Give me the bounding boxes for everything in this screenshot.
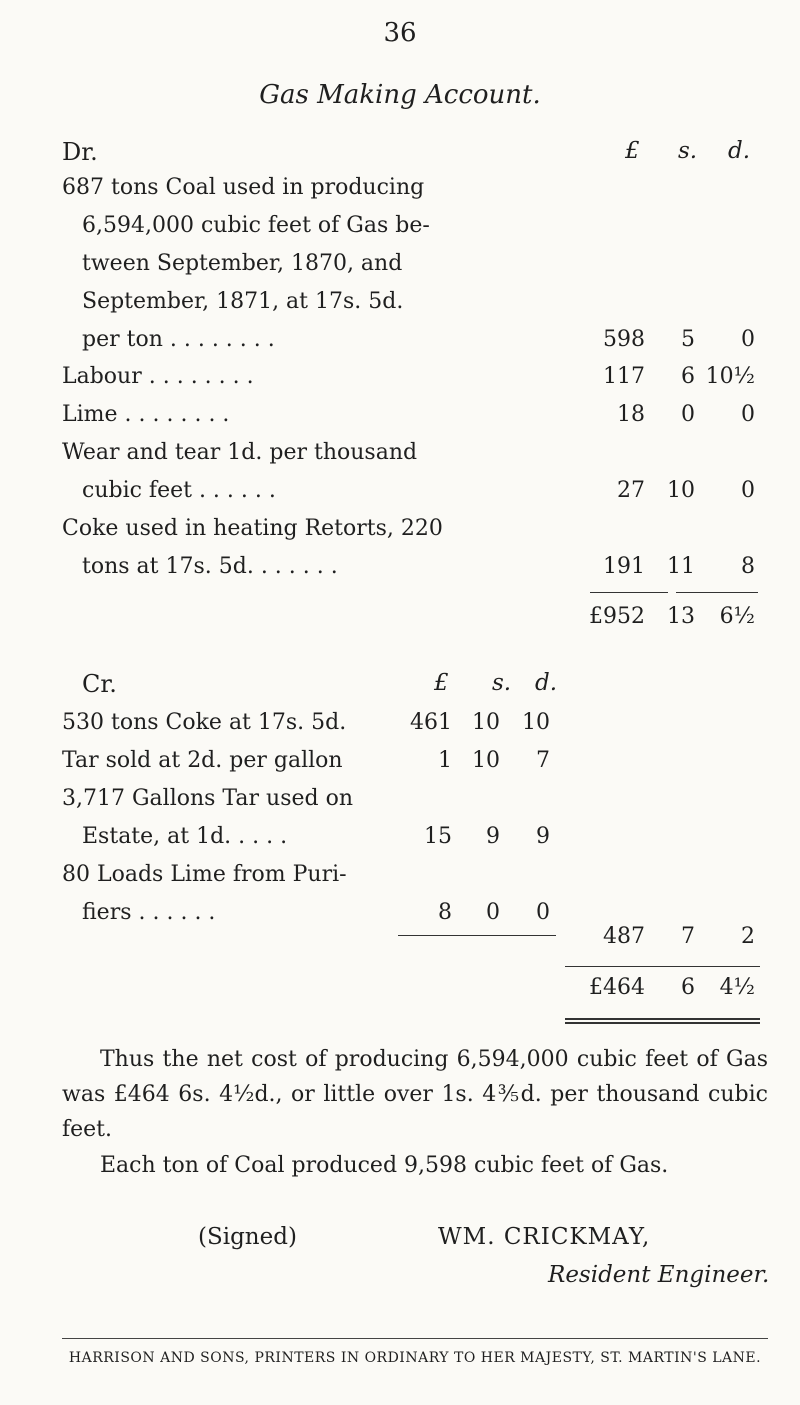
signatory-name: WM. CRICKMAY, xyxy=(438,1224,651,1250)
credit-line: Tar sold at 2d. per gallon xyxy=(62,748,343,773)
yield-paragraph: Each ton of Coal produced 9,598 cubic feet of Gas. xyxy=(100,1153,669,1178)
debit-amount-pounds: 18 xyxy=(617,402,645,427)
debit-line: per ton . . . . . . . . xyxy=(82,327,275,352)
credit-header-shillings: s. xyxy=(492,670,512,696)
debit-amount-shillings: 10 xyxy=(667,478,695,503)
debit-line: 6,594,000 cubic feet of Gas be- xyxy=(82,213,430,238)
debit-total-pence: 6½ xyxy=(719,604,755,629)
debit-amount-pence: 0 xyxy=(741,327,755,352)
credit-header-pounds: £ xyxy=(434,670,449,696)
credit-label: Cr. xyxy=(82,670,117,698)
debit-line: tons at 17s. 5d. . . . . . . xyxy=(82,554,338,579)
credit-amount-pence: 9 xyxy=(536,824,550,849)
debit-line: Wear and tear 1d. per thousand xyxy=(62,440,418,465)
net-total-pence: 4½ xyxy=(719,975,755,1000)
debit-amount-pence: 8 xyxy=(741,554,755,579)
debit-header-pence: d. xyxy=(728,138,751,164)
debit-amount-pounds: 598 xyxy=(603,327,645,352)
credit-total-pounds: 487 xyxy=(603,924,645,949)
credit-amount-pence: 7 xyxy=(536,748,550,773)
credit-amount-shillings: 0 xyxy=(486,900,500,925)
debit-total-pounds: £952 xyxy=(589,604,645,629)
credit-amount-pence: 0 xyxy=(536,900,550,925)
debit-amount-pence: 0 xyxy=(741,478,755,503)
net-total-shillings: 6 xyxy=(681,975,695,1000)
credit-total-shillings: 7 xyxy=(681,924,695,949)
credit-line: 530 tons Coke at 17s. 5d. xyxy=(62,710,347,735)
net-double-rule xyxy=(565,1018,760,1024)
credit-line: Estate, at 1d. . . . . xyxy=(82,824,288,849)
printer-imprint: HARRISON AND SONS, PRINTERS IN ORDINARY TO HER MAJESTY, ST. MARTIN'S LANE. xyxy=(68,1350,762,1366)
debit-line: Lime . . . . . . . . xyxy=(62,402,230,427)
debit-line: Labour . . . . . . . . xyxy=(62,364,254,389)
credit-amount-shillings: 10 xyxy=(472,710,500,735)
credit-header-pence: d. xyxy=(535,670,558,696)
debit-amount-shillings: 5 xyxy=(681,327,695,352)
net-total-pounds: £464 xyxy=(589,975,645,1000)
debit-amount-shillings: 11 xyxy=(667,554,695,579)
debit-amount-pence: 0 xyxy=(741,402,755,427)
credit-amount-pounds: 461 xyxy=(410,710,452,735)
net-rule xyxy=(565,966,760,967)
debit-line: Coke used in heating Retorts, 220 xyxy=(62,516,443,541)
credit-amount-shillings: 9 xyxy=(486,824,500,849)
debit-amount-shillings: 6 xyxy=(681,364,695,389)
footer-rule xyxy=(62,1338,768,1339)
debit-amount-pence: 10½ xyxy=(705,364,755,389)
debit-amount-pounds: 191 xyxy=(603,554,645,579)
credit-amount-pounds: 15 xyxy=(424,824,452,849)
summary-paragraph: Thus the net cost of producing 6,594,000 cubic feet of Gas was £464 6s. 4½d., or little over 1s. 4⅗d. per thousand cubic feet. xyxy=(62,1047,768,1142)
page-title: Gas Making Account. xyxy=(259,80,541,110)
subtotal-rule xyxy=(676,592,758,593)
credit-line: 80 Loads Lime from Puri- xyxy=(62,862,347,887)
credit-amount-shillings: 10 xyxy=(472,748,500,773)
debit-line: September, 1871, at 17s. 5d. xyxy=(82,289,404,314)
signatory-role: Resident Engineer. xyxy=(548,1262,770,1288)
signed-label: (Signed) xyxy=(198,1224,297,1250)
debit-total-shillings: 13 xyxy=(667,604,695,629)
debit-line: tween September, 1870, and xyxy=(82,251,403,276)
subtotal-rule xyxy=(590,592,668,593)
credit-subtotal-rule xyxy=(398,935,556,936)
credit-total-pence: 2 xyxy=(741,924,755,949)
debit-line: 687 tons Coal used in producing xyxy=(62,175,425,200)
credit-amount-pounds: 1 xyxy=(438,748,452,773)
debit-line: cubic feet . . . . . . xyxy=(82,478,276,503)
debit-amount-pounds: 27 xyxy=(617,478,645,503)
page-number: 36 xyxy=(383,18,417,48)
debit-amount-pounds: 117 xyxy=(603,364,645,389)
debit-header-shillings: s. xyxy=(678,138,698,164)
credit-line: 3,717 Gallons Tar used on xyxy=(62,786,353,811)
credit-line: fiers . . . . . . xyxy=(82,900,216,925)
credit-amount-pence: 10 xyxy=(522,710,550,735)
debit-label: Dr. xyxy=(62,138,98,166)
debit-header-pounds: £ xyxy=(625,138,640,164)
credit-amount-pounds: 8 xyxy=(438,900,452,925)
debit-amount-shillings: 0 xyxy=(681,402,695,427)
